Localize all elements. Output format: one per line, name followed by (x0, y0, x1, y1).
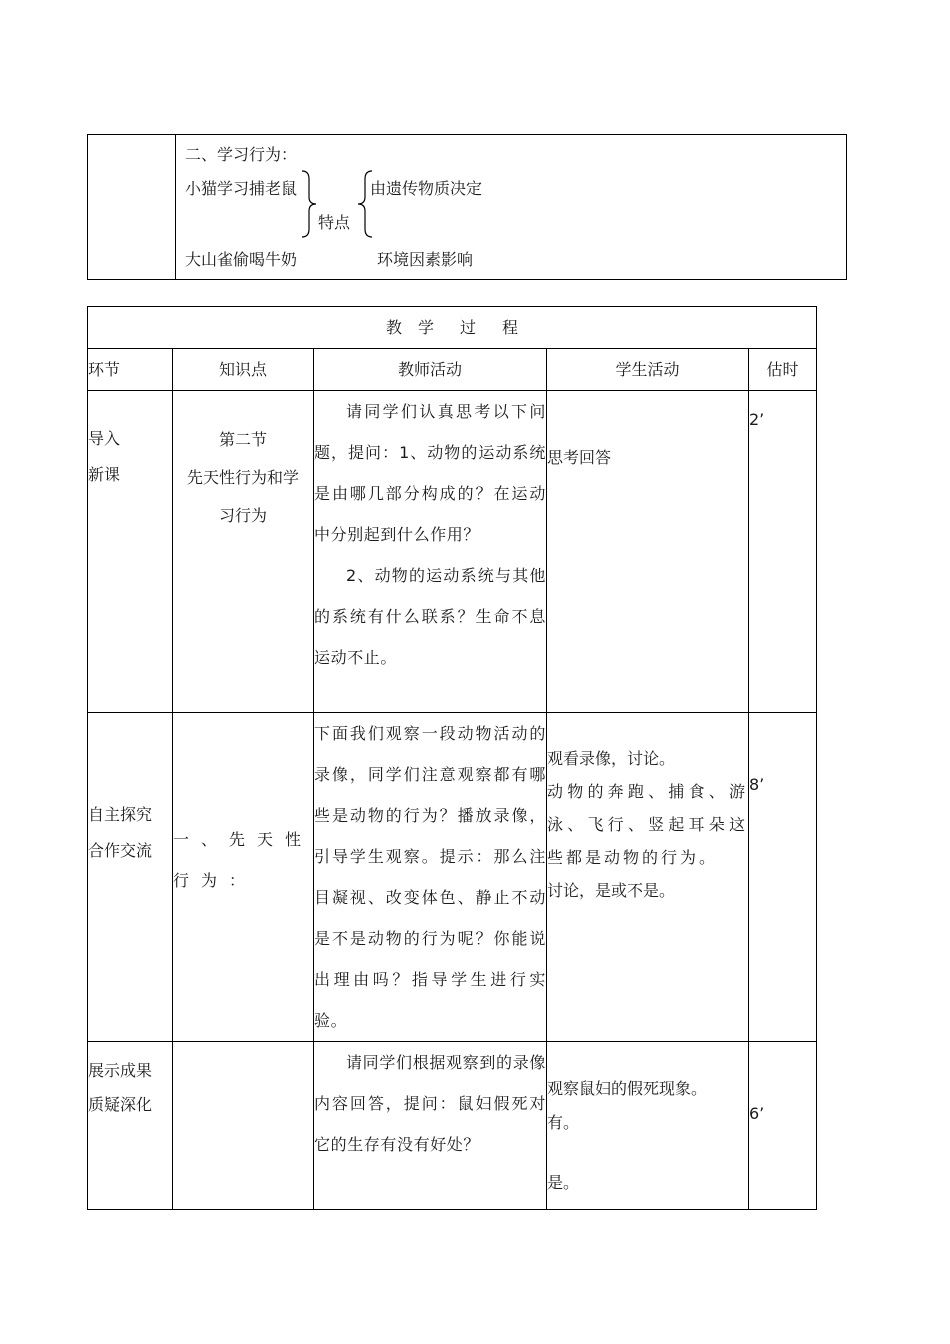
example-cat: 小猫学习捕老鼠 (185, 179, 298, 198)
header-teacher: 教师活动 (314, 349, 547, 391)
learning-behavior-box (87, 134, 847, 280)
teacher-cell: 请同学们认真思考以下问题，提问：1、动物的运动系统是由哪几部分构成的？在运动中分别起到什么作用？ 2、动物的运动系统与其他的系统有什么联系？生命不息运动不止。 (314, 391, 547, 713)
knowledge-cell: 一、先天性行为： (173, 713, 314, 1042)
time-cell: 8’ (749, 713, 817, 1042)
table-title: 教 学 过 程 (88, 307, 817, 349)
table-row (88, 1042, 817, 1210)
header-time: 估时 (749, 349, 817, 391)
table-header-row (88, 349, 817, 391)
header-stage: 环节 (88, 349, 173, 391)
box-divider (175, 135, 176, 279)
table-title-row (88, 307, 817, 349)
teacher-cell: 下面我们观察一段动物活动的录像，同学们注意观察都有哪些是动物的行为？播放录像，引导学生观察。提示：那么注目凝视、改变体色、静止不动是不是动物的行为呢？你能说出理由吗？指导学生进行实验。 (314, 713, 547, 1042)
stage-cell: 导入 新课 (88, 391, 173, 713)
right-brace (300, 169, 320, 239)
feature-label: 特点 (318, 213, 351, 232)
header-knowledge: 知识点 (173, 349, 314, 391)
knowledge-cell: 第二节 先天性行为和学 习行为 (173, 391, 314, 713)
example-bird: 大山雀偷喝牛奶 (185, 250, 298, 269)
student-cell: 观察鼠妇的假死现象。 有。 是。 (547, 1042, 749, 1210)
teacher-cell: 请同学们根据观察到的录像内容回答，提问：鼠妇假死对它的生存有没有好处？ (314, 1042, 547, 1210)
stage-cell: 展示成果 质疑深化 (88, 1042, 173, 1210)
table-row (88, 391, 817, 713)
section-heading: 二、学习行为： (185, 145, 298, 164)
table-row (88, 713, 817, 1042)
time-cell: 6’ (749, 1042, 817, 1210)
feature-genetic: 由遗传物质决定 (370, 179, 483, 198)
student-cell: 观看录像，讨论。 动物的奔跑、捕食、游泳、飞行、竖起耳朵这些都是动物的行为。 讨论，是或不是。 (547, 713, 749, 1042)
knowledge-cell (173, 1042, 314, 1210)
header-student: 学生活动 (547, 349, 749, 391)
stage-cell: 自主探究 合作交流 (88, 713, 173, 1042)
time-cell: 2’ (749, 391, 817, 713)
student-cell: 思考回答 (547, 391, 749, 713)
feature-environment: 环境因素影响 (377, 250, 474, 269)
teaching-process-table (87, 306, 817, 1210)
